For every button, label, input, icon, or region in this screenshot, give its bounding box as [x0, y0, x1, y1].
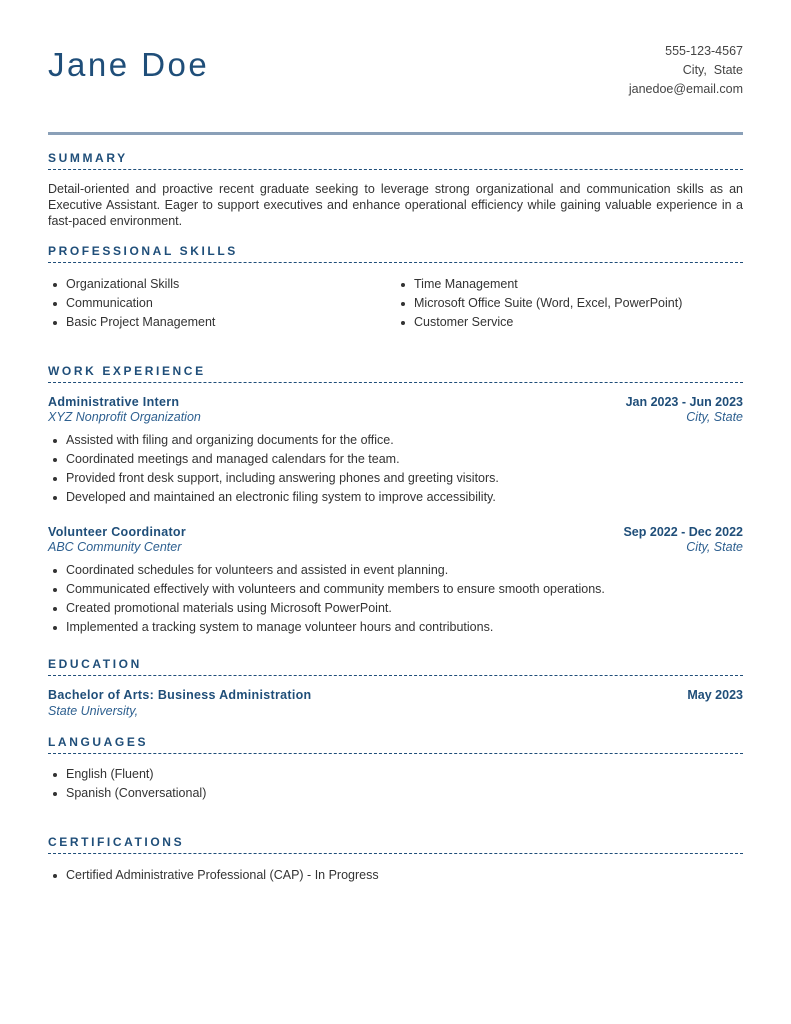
list-item: Assisted with filing and organizing documents for the office. [48, 431, 743, 450]
list-item: Spanish (Conversational) [48, 784, 743, 803]
contact-block [629, 42, 743, 99]
job-subheader [48, 540, 743, 556]
candidate-name: Jane Doe [48, 46, 210, 83]
list-item: Developed and maintained an electronic filing system to improve accessibility. [48, 488, 743, 507]
list-item: Organizational Skills [48, 275, 388, 294]
job-organization: ABC Community Center [48, 540, 182, 554]
list-item: Microsoft Office Suite (Word, Excel, PowerPoint) [396, 294, 743, 313]
section-title-languages: LANGUAGES [48, 735, 743, 754]
header-divider [48, 132, 743, 135]
location: City, State [682, 63, 743, 77]
job-title: Administrative Intern [48, 395, 180, 409]
list-item: Basic Project Management [48, 313, 388, 332]
section-title-experience: WORK EXPERIENCE [48, 364, 743, 383]
skills-list-right [396, 275, 743, 332]
section-title-education: EDUCATION [48, 657, 743, 676]
list-item: Communication [48, 294, 388, 313]
list-item: Time Management [396, 275, 743, 294]
email-address: janedoe@email.com [628, 82, 743, 96]
list-item: Implemented a tracking system to manage volunteer hours and contributions. [48, 618, 743, 637]
graduation-date: May 2023 [687, 688, 743, 702]
languages-list [48, 765, 743, 803]
summary-text: Detail-oriented and proactive recent graduate seeking to leverage strong organizational and communication skills as an Executive Assistant. Eager to support executives and enhance operational efficiency while gaining valuable experience in a fast-paced environment. [48, 182, 743, 228]
job-location: City, State [686, 410, 743, 424]
education-subheader [48, 704, 743, 720]
list-item: Coordinated meetings and managed calendars for the team. [48, 450, 743, 469]
job-bullets [48, 431, 743, 507]
section-title-certifications: CERTIFICATIONS [48, 835, 743, 854]
job-bullets [48, 561, 743, 637]
skills-list-left [48, 275, 388, 332]
job-dates: Jan 2023 - Jun 2023 [625, 395, 743, 409]
school-name: State University, [48, 704, 139, 718]
phone-number: 555-123-4567 [665, 44, 743, 58]
job-location: City, State [686, 540, 743, 554]
list-item: Communicated effectively with volunteers and community members to ensure smooth operations. [48, 580, 743, 599]
list-item: Coordinated schedules for volunteers and assisted in event planning. [48, 561, 743, 580]
resume-header [48, 0, 743, 136]
resume-page [48, 0, 743, 882]
certifications-list [48, 866, 743, 885]
list-item: Created promotional materials using Microsoft PowerPoint. [48, 599, 743, 618]
job-organization: XYZ Nonprofit Organization [48, 410, 201, 424]
list-item: Customer Service [396, 313, 743, 332]
degree: Bachelor of Arts: Business Administration [48, 688, 312, 702]
job-header [48, 395, 743, 411]
list-item: Certified Administrative Professional (CAP) - In Progress [48, 866, 743, 885]
job-header [48, 525, 743, 541]
section-title-skills: PROFESSIONAL SKILLS [48, 244, 743, 263]
list-item: Provided front desk support, including answering phones and greeting visitors. [48, 469, 743, 488]
job-subheader [48, 410, 743, 426]
job-title: Volunteer Coordinator [48, 525, 187, 539]
list-item: English (Fluent) [48, 765, 743, 784]
education-header [48, 688, 743, 704]
job-dates: Sep 2022 - Dec 2022 [623, 525, 743, 539]
section-title-summary: SUMMARY [48, 151, 743, 170]
